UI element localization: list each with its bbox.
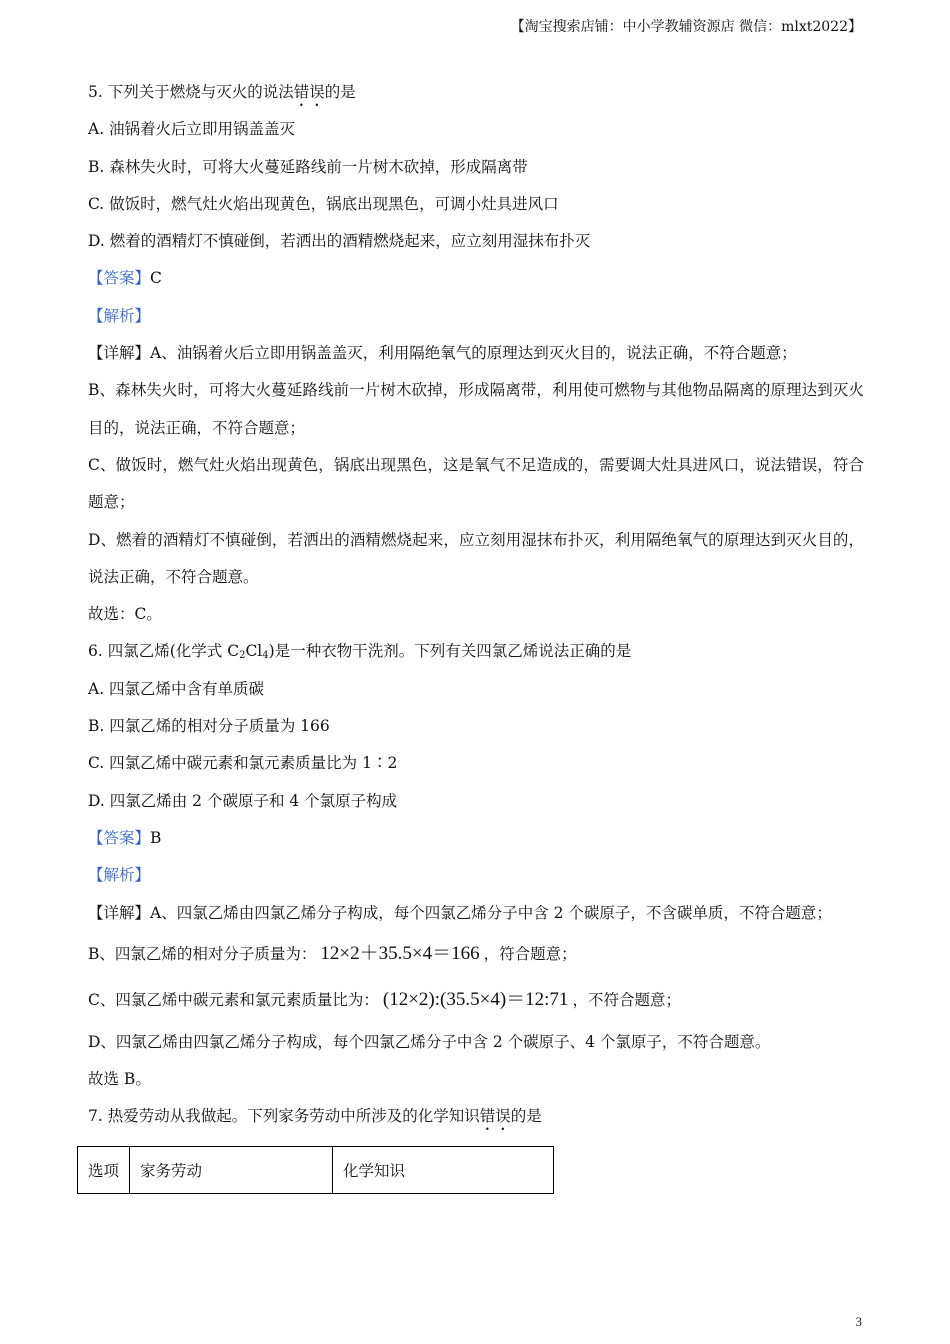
q5-detail-label: 【详解】: [88, 344, 151, 363]
q6-detail-c-pre: C、四氯乙烯中碳元素和氯元素质量比为：: [88, 990, 379, 1009]
q6-detail-c-post: ，不符合题意；: [572, 990, 681, 1009]
q5-detail-d: D、燃着的酒精灯不慎碰倒，若洒出的酒精燃烧起来，应立刻用湿抹布扑灭，利用隔绝氧气的原理达到灭火目的，说法正确，不符合题意。: [88, 530, 864, 586]
q6-detail-b-pre: B、四氯乙烯的相对分子质量为：: [88, 944, 317, 963]
q5-conclusion: 故选：C。: [88, 605, 162, 624]
q6-stem-post: )是一种衣物干洗剂。下列有关四氯乙烯说法正确的是: [268, 642, 632, 661]
q5-stem-emphasis: 错误: [293, 83, 325, 101]
q6-conclusion: 故选 B。: [88, 1070, 151, 1089]
q6-detail-c-formula: (12×2):(35.5×4)＝12:71: [382, 988, 569, 1010]
q5-detail-a-text: A、油锅着火后立即用锅盖盖灭，利用隔绝氧气的原理达到灭火目的，说法正确，不符合题意；: [150, 344, 797, 363]
q7-table: [77, 1146, 554, 1194]
q6-stem-mid: Cl: [245, 642, 263, 661]
q6-analysis-label: 【解析】: [88, 866, 151, 885]
q6-detail-a: [88, 895, 864, 932]
q6-detail-d: D、四氯乙烯由四氯乙烯分子构成，每个四氯乙烯分子中含 2 个碳原子、4 个氯原子，不符合题意。: [88, 1032, 771, 1051]
table-header-housework: 家务劳动: [130, 1146, 333, 1193]
q6-answer-label: 【答案】: [88, 828, 151, 847]
q6-answer-value: B: [150, 828, 162, 847]
q5-option-c: C. 做饭时，燃气灶火焰出现黄色，锅底出现黑色，可调小灶具进风口: [88, 194, 559, 213]
q6-detail-label: 【详解】: [88, 903, 151, 922]
q6-option-b: B. 四氯乙烯的相对分子质量为 166: [88, 717, 330, 736]
q5-detail-b: B、森林失火时，可将大火蔓延路线前一片树木砍掉，形成隔离带，利用使可燃物与其他物品隔离的原理达到灭火目的，说法正确，不符合题意；: [88, 381, 864, 437]
table-header-chemistry: 化学知识: [333, 1146, 554, 1193]
table-header-row: [78, 1146, 554, 1193]
q6-detail-c: [88, 976, 864, 1024]
q5-option-d: D. 燃着的酒精灯不慎碰倒，若洒出的酒精燃烧起来，应立刻用湿抹布扑灭: [88, 232, 591, 251]
q6-stem-sub1: 2: [239, 650, 246, 662]
q5-detail-c: C、做饭时，燃气灶火焰出现黄色，锅底出现黑色，这是氧气不足造成的，需要调大灶具进风口，说法错误，符合题意；: [88, 455, 864, 512]
q7-stem-post: 的是: [510, 1107, 542, 1126]
q6-option-d: D. 四氯乙烯由 2 个碳原子和 4 个氯原子构成: [88, 791, 398, 810]
q6-detail-a-text: A、四氯乙烯由四氯乙烯分子构成，每个四氯乙烯分子中含 2 个碳原子，不含碳单质，不符合题意；: [150, 903, 832, 922]
q6-stem-pre: 6. 四氯乙烯(化学式 C: [88, 642, 240, 661]
q5-option-b: B. 森林失火时，可将大火蔓延路线前一片树木砍掉，形成隔离带: [88, 157, 528, 176]
page-content: [88, 74, 864, 1194]
q6-answer: [88, 820, 864, 857]
q6-stem: [88, 633, 864, 670]
q5-stem-post: 的是: [324, 83, 356, 101]
q5-stem: [88, 74, 864, 111]
q6-detail-b-post: ，符合题意；: [483, 944, 577, 963]
q6-detail-b-formula: 12×2＋35.5×4＝166: [320, 942, 480, 964]
q6-stem-sub2: 4: [262, 650, 269, 662]
q5-detail-a: [88, 335, 864, 372]
q5-answer-value: C: [150, 269, 162, 288]
q6-option-c: C. 四氯乙烯中碳元素和氯元素质量比为 1∶2: [88, 754, 398, 773]
q5-answer: [88, 260, 864, 297]
q5-answer-label: 【答案】: [88, 269, 151, 288]
q6-option-a: A. 四氯乙烯中含有单质碳: [88, 679, 265, 698]
q7-stem-emphasis: 错误: [479, 1107, 511, 1126]
q5-option-a: A. 油锅着火后立即用锅盖盖灭: [88, 120, 296, 139]
page-header-banner: 【淘宝搜索店铺：中小学教辅资源店 微信：mlxt2022】: [510, 19, 862, 35]
page-number: 3: [855, 1314, 862, 1329]
table-header-option: 选项: [78, 1146, 130, 1193]
q5-analysis-label: 【解析】: [88, 306, 151, 325]
q5-stem-pre: 5. 下列关于燃烧与灭火的说法: [88, 83, 294, 101]
q6-detail-b: [88, 932, 864, 976]
q7-stem-pre: 7. 热爱劳动从我做起。下列家务劳动中所涉及的化学知识: [88, 1107, 480, 1126]
q7-stem: [88, 1098, 864, 1135]
